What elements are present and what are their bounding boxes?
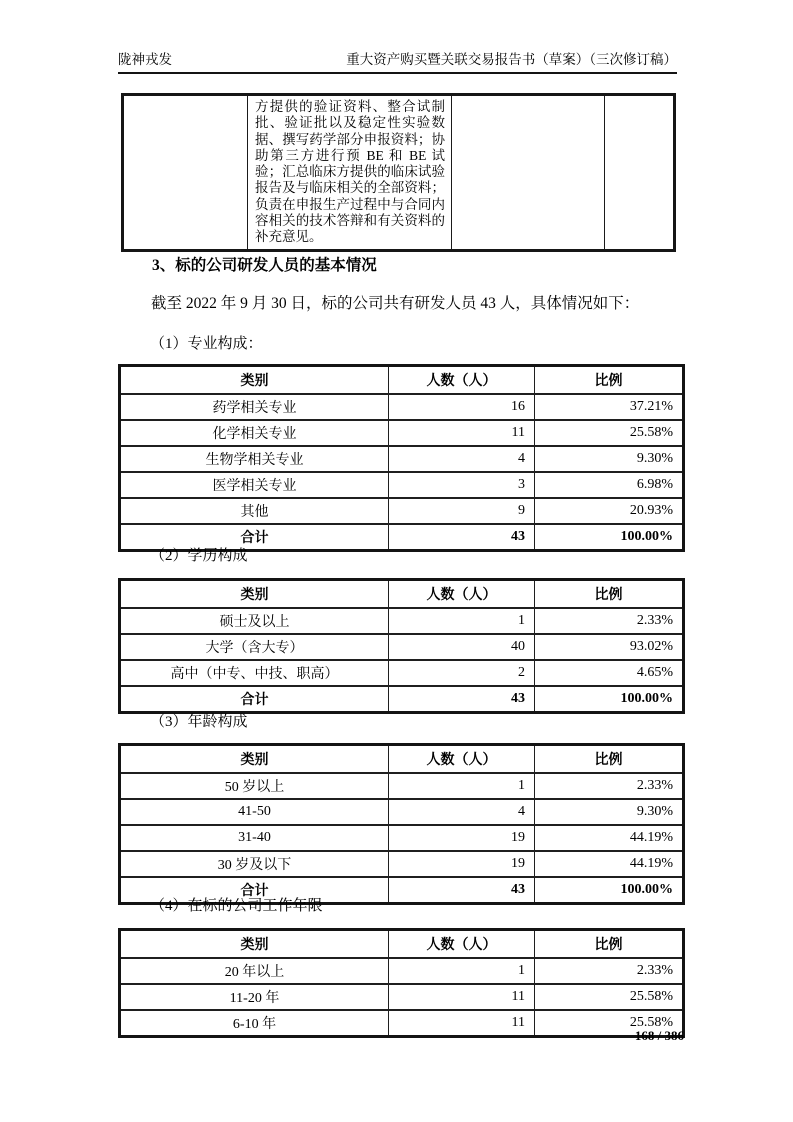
cell-ratio: 20.93% xyxy=(535,498,684,524)
cell-ratio: 4.65% xyxy=(535,660,684,686)
cell-category: 生物学相关专业 xyxy=(120,446,389,472)
cell-total-label: 合计 xyxy=(120,877,389,904)
table-caption-age: （3）年龄构成 xyxy=(150,714,248,730)
age-composition-table xyxy=(118,743,685,905)
table-total-row xyxy=(120,686,684,713)
table-row xyxy=(120,984,684,1010)
column-header-count: 人数（人） xyxy=(389,580,535,609)
column-header-ratio: 比例 xyxy=(535,580,684,609)
carryover-cell-empty-3 xyxy=(605,95,675,251)
cell-category: 高中（中专、中技、职高） xyxy=(120,660,389,686)
cell-count: 11 xyxy=(389,1010,535,1037)
cell-count: 19 xyxy=(389,825,535,851)
cell-total-ratio: 100.00% xyxy=(535,524,684,551)
cell-category: 11-20 年 xyxy=(120,984,389,1010)
cell-count: 2 xyxy=(389,660,535,686)
table-row xyxy=(123,95,675,251)
cell-ratio: 2.33% xyxy=(535,773,684,799)
cell-ratio: 25.58% xyxy=(535,1010,684,1037)
cell-ratio: 44.19% xyxy=(535,825,684,851)
table-row xyxy=(120,394,684,420)
column-header-category: 类别 xyxy=(120,930,389,959)
cell-ratio: 44.19% xyxy=(535,851,684,877)
column-header-category: 类别 xyxy=(120,366,389,395)
cell-ratio: 6.98% xyxy=(535,472,684,498)
cell-category: 20 年以上 xyxy=(120,958,389,984)
cell-category: 大学（含大专） xyxy=(120,634,389,660)
carryover-cell-duties: 方提供的验证资料、整合试制批、验证批以及稳定性实验数据、撰写药学部分申报资料；协助第三方进行预 BE 和 BE 试验；汇总临床方提供的临床试验报告及与临床相关的全部资料；负责在申报生产过程中与合同内容相关的技术答辩和有关资料的补充意见。 xyxy=(248,95,452,251)
cell-ratio: 93.02% xyxy=(535,634,684,660)
cell-category: 50 岁以上 xyxy=(120,773,389,799)
cell-ratio: 9.30% xyxy=(535,446,684,472)
cell-ratio: 9.30% xyxy=(535,799,684,825)
column-header-ratio: 比例 xyxy=(535,745,684,774)
doc-full-title: 重大资产购买暨关联交易报告书（草案）（三次修订稿） xyxy=(346,52,677,67)
cell-total-count: 43 xyxy=(389,524,535,551)
cell-count: 9 xyxy=(389,498,535,524)
page-header xyxy=(118,51,677,74)
cell-ratio: 2.33% xyxy=(535,958,684,984)
column-header-ratio: 比例 xyxy=(535,366,684,395)
cell-count: 11 xyxy=(389,984,535,1010)
table-row xyxy=(120,498,684,524)
column-header-count: 人数（人） xyxy=(389,745,535,774)
cell-count: 1 xyxy=(389,958,535,984)
cell-count: 3 xyxy=(389,472,535,498)
column-header-ratio: 比例 xyxy=(535,930,684,959)
cell-count: 4 xyxy=(389,446,535,472)
cell-category: 30 岁及以下 xyxy=(120,851,389,877)
cell-count: 40 xyxy=(389,634,535,660)
table-row xyxy=(120,472,684,498)
cell-category: 化学相关专业 xyxy=(120,420,389,446)
cell-total-label: 合计 xyxy=(120,524,389,551)
column-header-category: 类别 xyxy=(120,745,389,774)
cell-category: 41-50 xyxy=(120,799,389,825)
cell-ratio: 25.58% xyxy=(535,984,684,1010)
cell-total-count: 43 xyxy=(389,877,535,904)
education-composition-table xyxy=(118,578,685,714)
cell-total-count: 43 xyxy=(389,686,535,713)
carryover-table xyxy=(121,93,676,252)
cell-total-ratio: 100.00% xyxy=(535,877,684,904)
service-years-table xyxy=(118,928,685,1038)
cell-count: 16 xyxy=(389,394,535,420)
cell-count: 1 xyxy=(389,773,535,799)
table-row xyxy=(120,851,684,877)
cell-count: 4 xyxy=(389,799,535,825)
table-header-row xyxy=(120,366,684,395)
cell-category: 6-10 年 xyxy=(120,1010,389,1037)
table-row xyxy=(120,958,684,984)
cell-count: 1 xyxy=(389,608,535,634)
column-header-category: 类别 xyxy=(120,580,389,609)
cell-total-label: 合计 xyxy=(120,686,389,713)
table-caption-service-years: （4）在标的公司工作年限 xyxy=(150,898,323,914)
table-row xyxy=(120,825,684,851)
cell-ratio: 25.58% xyxy=(535,420,684,446)
cell-count: 11 xyxy=(389,420,535,446)
cell-category: 其他 xyxy=(120,498,389,524)
page-number: 168 / 386 xyxy=(634,1028,684,1043)
cell-category: 医学相关专业 xyxy=(120,472,389,498)
section-heading: 3、标的公司研发人员的基本情况 xyxy=(152,257,377,274)
table-row xyxy=(120,799,684,825)
table-row xyxy=(120,660,684,686)
table-caption-professional: （1）专业构成： xyxy=(150,336,263,352)
cell-count: 19 xyxy=(389,851,535,877)
cell-ratio: 2.33% xyxy=(535,608,684,634)
table-header-row xyxy=(120,745,684,774)
column-header-count: 人数（人） xyxy=(389,930,535,959)
doc-short-title: 陇神戎发 xyxy=(118,52,172,67)
table-row xyxy=(120,773,684,799)
table-caption-education: （2）学历构成 xyxy=(150,548,248,564)
cell-category: 硕士及以上 xyxy=(120,608,389,634)
cell-category: 药学相关专业 xyxy=(120,394,389,420)
table-row xyxy=(120,608,684,634)
table-header-row xyxy=(120,580,684,609)
table-row xyxy=(120,420,684,446)
table-row xyxy=(120,446,684,472)
cell-total-ratio: 100.00% xyxy=(535,686,684,713)
table-row xyxy=(120,634,684,660)
professional-composition-table xyxy=(118,364,685,552)
intro-paragraph: 截至 2022 年 9 月 30 日，标的公司共有研发人员 43 人，具体情况如下： xyxy=(151,295,640,312)
carryover-cell-empty-2 xyxy=(452,95,605,251)
cell-category: 31-40 xyxy=(120,825,389,851)
table-header-row xyxy=(120,930,684,959)
cell-ratio: 37.21% xyxy=(535,394,684,420)
carryover-cell-empty-1 xyxy=(123,95,248,251)
column-header-count: 人数（人） xyxy=(389,366,535,395)
